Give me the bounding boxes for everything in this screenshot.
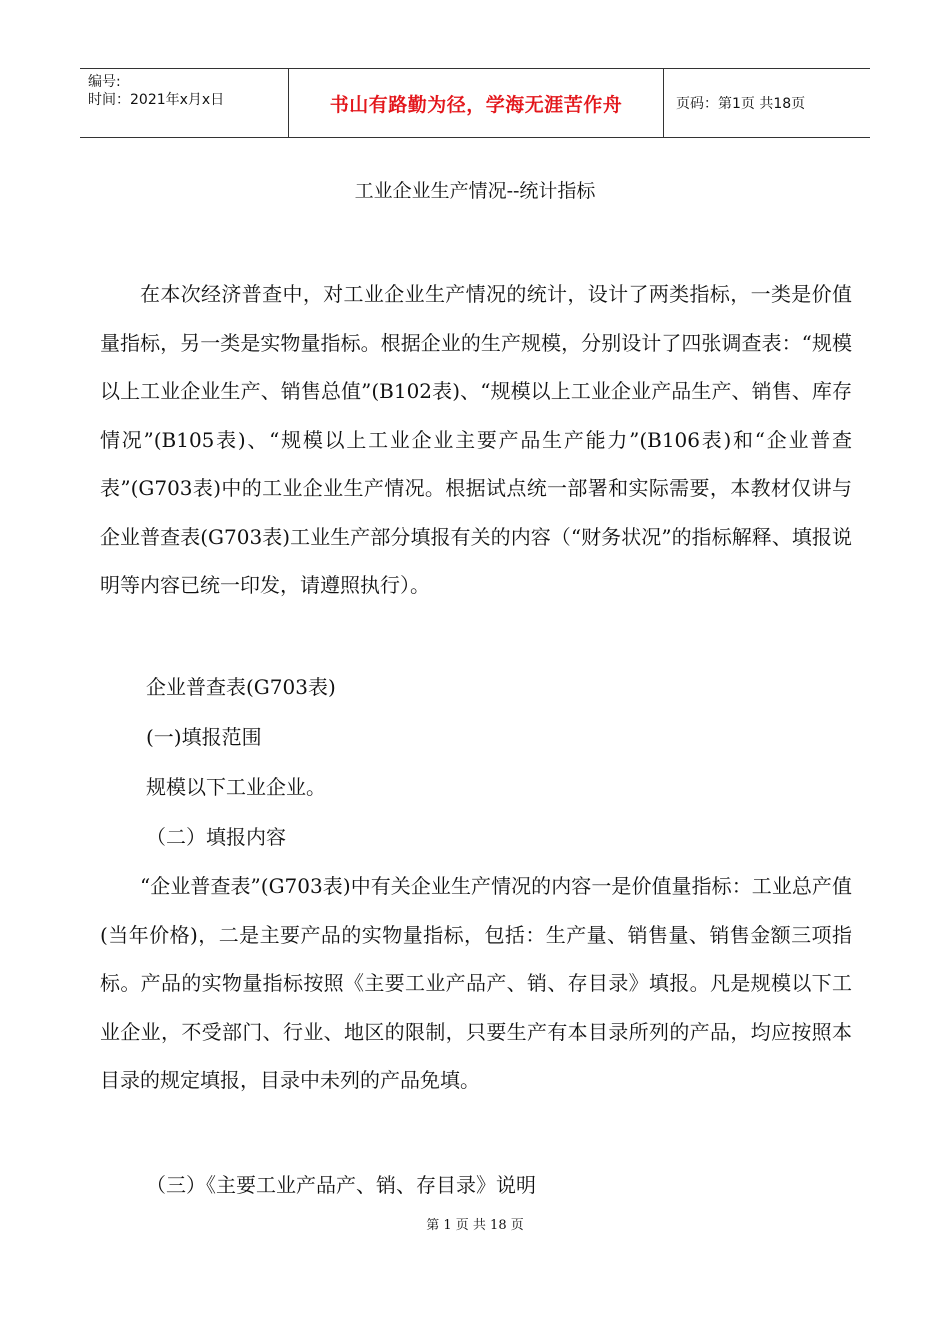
section2-heading: （二）填报内容 xyxy=(146,825,286,849)
page-header xyxy=(80,68,870,138)
section2-paragraph: “企业普查表”(G703表)中有关企业生产情况的内容一是价值量指标：工业总产值(当年价格)，二是主要产品的实物量指标，包括：生产量、销售量、销售金额三项指标。产品的实物量指标按照《主要工业产品产、销、存目录》填报。凡是规模以下工业企业，不受部门、行业、地区的限制，只要生产有本目录所列的产品，均应按照本目录的规定填报，目录中未列的产品免填。 xyxy=(100,874,852,1092)
section1-heading: (一)填报范围 xyxy=(146,725,262,749)
header-meta xyxy=(80,69,288,137)
intro-paragraph: 在本次经济普查中，对工业企业生产情况的统计，设计了两类指标，一类是价值量指标，另一类是实物量指标。根据企业的生产规模，分别设计了四张调查表：“规模以上工业企业生产、销售总值”(B102表)、“规模以上工业企业产品生产、销售、库存情况”(B105表)、“规模以上工业企业主要产品生产能力”(B106表)和“企业普查表”(G703表)中的工业企业生产情况。根据试点统一部署和实际需要，本教材仅讲与企业普查表(G703表)工业生产部分填报有关的内容（“财务状况”的指标解释、填报说明等内容已统一印发，请遵照执行）。 xyxy=(100,282,852,597)
table-name-line: 企业普查表(G703表) xyxy=(146,675,336,699)
document-number-label: 编号: xyxy=(88,74,121,90)
header-page-info: 页码：第1页 共18页 xyxy=(676,96,806,112)
page-footer: 第 1 页 共 18 页 xyxy=(426,1218,524,1233)
section1-body: 规模以下工业企业。 xyxy=(146,775,326,799)
document-time-label: 时间：2021年x月x日 xyxy=(88,92,225,108)
header-motto: 书山有路勤为径，学海无涯苦作舟 xyxy=(288,69,664,137)
document-title: 工业企业生产情况--统计指标 xyxy=(354,180,596,202)
section3-heading: （三）《主要工业产品产、销、存目录》说明 xyxy=(146,1173,536,1197)
